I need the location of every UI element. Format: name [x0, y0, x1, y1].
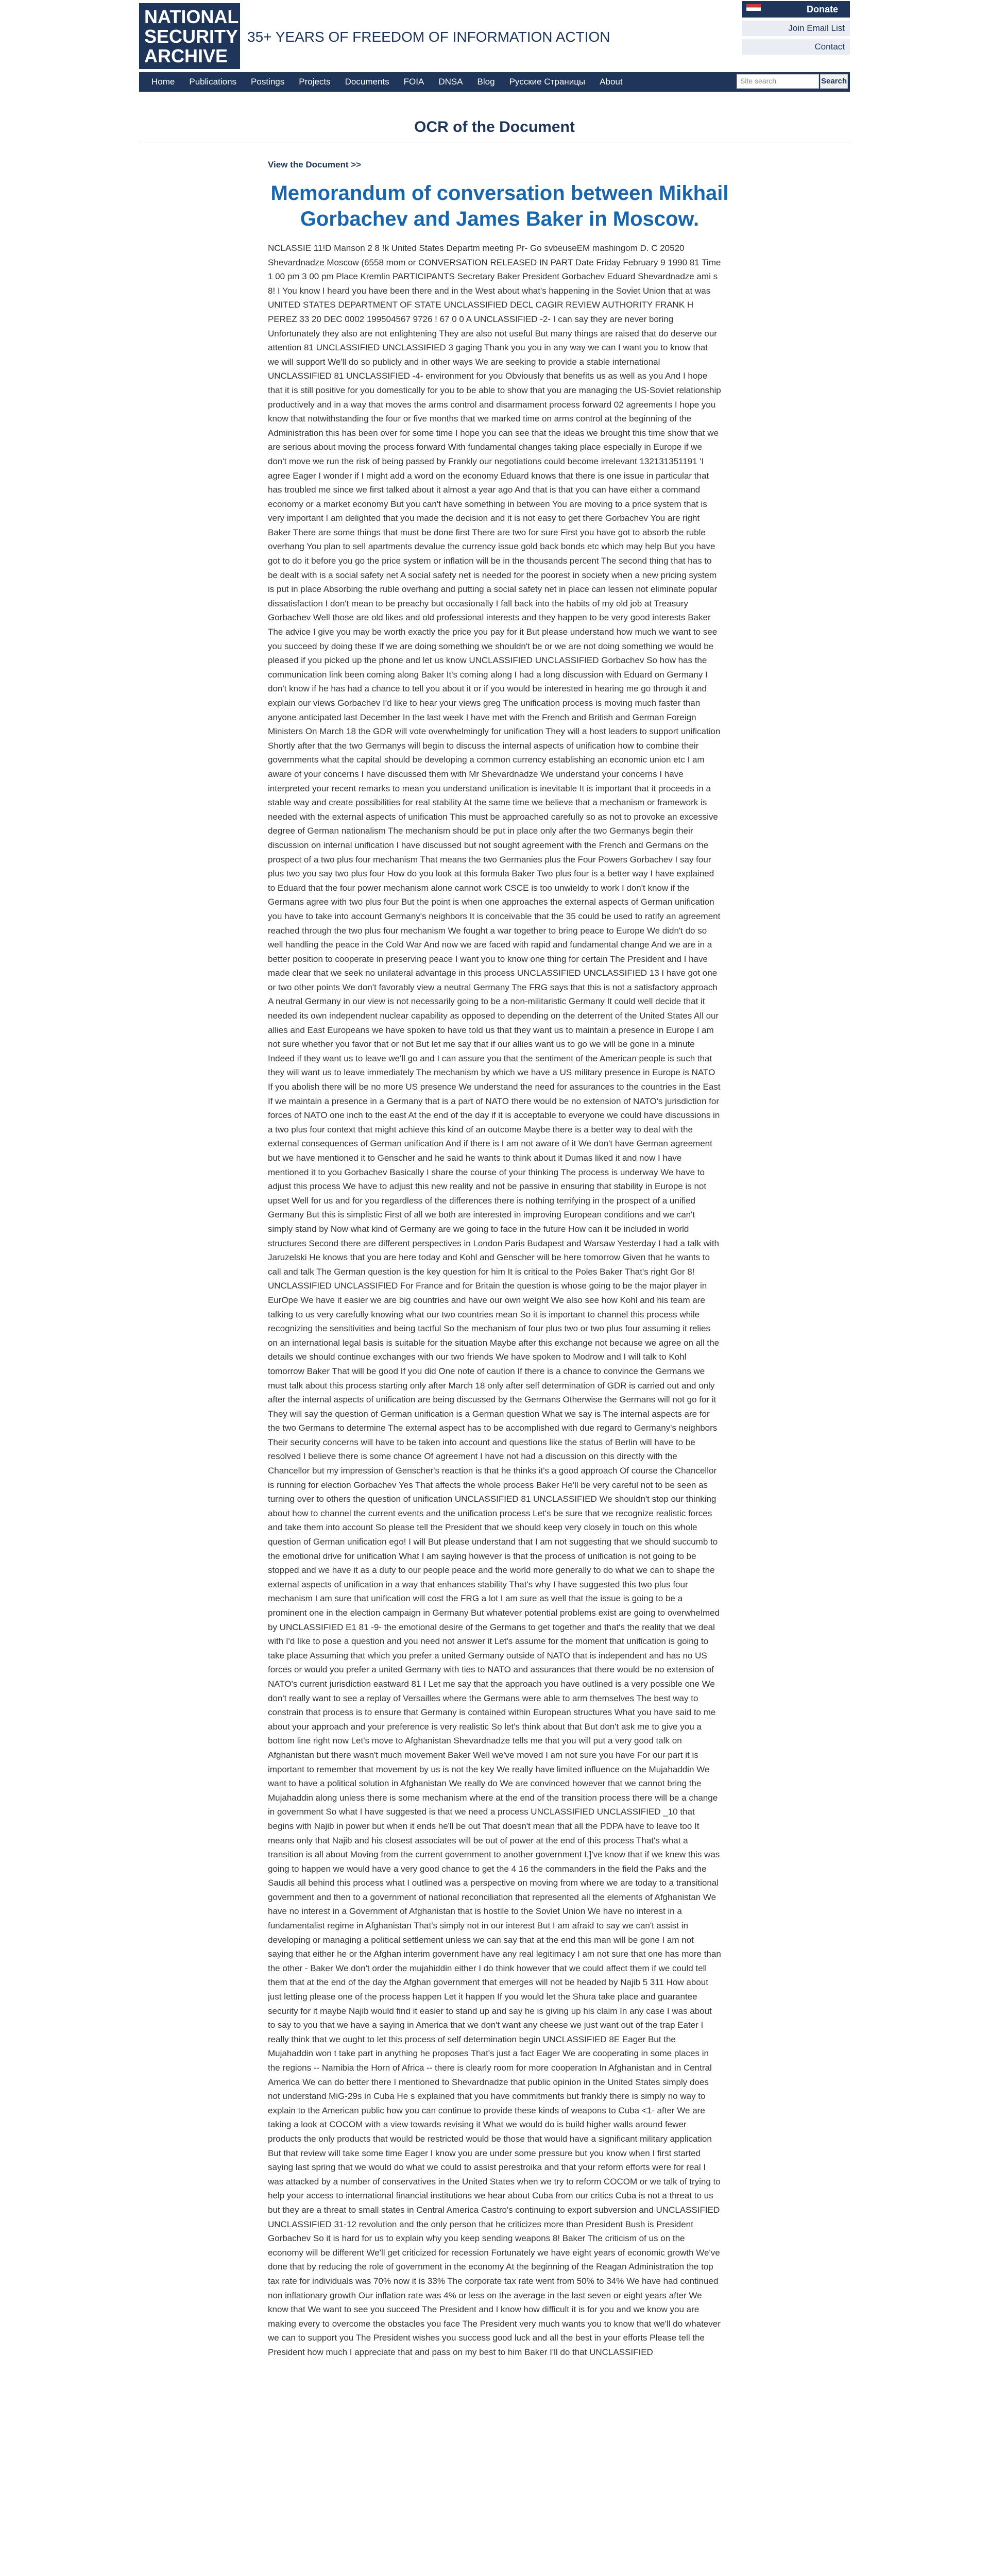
nav-postings[interactable]: Postings	[251, 77, 285, 87]
nav-home[interactable]: Home	[151, 77, 175, 87]
nav-about[interactable]: About	[600, 77, 623, 87]
contact-link[interactable]: Contact	[742, 39, 850, 55]
nav-blog[interactable]: Blog	[477, 77, 495, 87]
main-content	[185, 160, 804, 2576]
join-email-link[interactable]: Join Email List	[742, 21, 850, 36]
logo[interactable]	[139, 3, 240, 69]
flag-icon	[746, 4, 761, 14]
page-title: OCR of the Document	[139, 111, 850, 143]
view-document-link[interactable]: View the Document >>	[268, 160, 362, 170]
nav-documents[interactable]: Documents	[345, 77, 389, 87]
logo-line-1: NATIONAL	[144, 6, 239, 27]
nav-foia[interactable]: FOIA	[403, 77, 424, 87]
ocr-text: NCLASSIE 11!D Manson 2 8 !k United States Departm meeting Pr- Go svbeuseEM mashingom D. C 20520 Shevardnadze Moscow (6558 mom or CONVERSATION RELEASED IN PART Date Friday February 9 1990 81 Time 1 00 pm 3 00 pm Place Kremlin PARTICIPANTS Secretary Baker President Gorbachev Eduard Shevardnadze ami s 8! I You know I heard you have been there and in the West about what's happening in the Soviet Union that at was UNITED STATES DEPARTMENT OF STATE UNCLASSIFIED DECL CAGIR REVIEW AUTHORITY FRANK H PEREZ 33 20 DEC 0002 199504567 9726 ! 67 0 0 A UNCLASSIFIED -2- I can say they are never boring Unfortunately they also are not enlightening They are also not useful But many things are raised that do deserve our attention 81 UNCLASSIFIED UNCLASSIFIED 3 gaging Thank you you in any way we can I want you to know that we will support We'll do so publicly and in other ways We are seeking to provide a stable international UNCLASSIFIED 81 UNCLASSIFIED -4- environment for you Obviously that benefits us as well as you And I hope that it is still positive for you domestically for you to be able to show that you are managing the US-Soviet relationship productively and in a way that moves the arms control and disarmament process forward 02 agreements I hope you know that notwithstanding the four or five months that we marked time on arms control at the beginning of the Administration this has been over for some time I hope you can see that the ideas we brought this time show that we are serious about moving the process forward With fundamental changes taking place especially in Europe if we don't move we run the risk of being passed by Frankly our negotiations could become irrelevant 132131351191 'I agree Eager I wonder if I might add a word on the economy Eduard knows that there is one issue in particular that has troubled me since we first talked about it almost a year ago And that is that you can have either a command economy or a market economy But you can't have something in between You are moving to a price system that is very important I am delighted that you made the decision and it is not easy to get there Gorbachev You are right Baker There are some things that must be done first There are two for sure First you have got to absorb the ruble overhang You plan to sell apartments devalue the currency issue gold back bonds etc which may help But you have got to do it before you go the price system or inflation will be in the thousands percent The second thing that has to be dealt with is a social safety net A social safety net is needed for the poorest in society when a new pricing system is put in place Absorbing the ruble overhang and putting a social safety net in place can lessen not eliminate popular dissatisfaction I don't mean to be preachy but occasionally I fall back into the habits of my old job at Treasury Gorbachev Well those are old likes and old professional interests and they happen to be very good interests Baker The advice I give you may be worth exactly the price you pay for it But please understand how much we want to see you succeed by doing these If we are doing something we shouldn't be or we are not doing something we would be pleased if you picked up the phone and let us know UNCLASSIFIED UNCLASSIFIED Gorbachev So how has the communication link been coming along Baker It's coming along I had a long discussion with Eduard on Germany I don't know if he has had a chance to tell you about it or if you would be interested in hearing me go through it and explain our views Gorbachev I'd like to hear your views greg The unification process is moving much faster than anyone anticipated last December In the last week I have met with the French and British and German Foreign Ministers On March 18 the GDR will vote overwhelmingly for unification They will a host leaders to support unification Shortly after that the two Germanys will begin to discuss the internal aspects of unification how to combine their governments what the capital should be developing a common currency establishing an economic union etc I am aware of your concerns I have discussed them with Mr Shevardnadze We understand your concerns I have interpreted your recent remarks to mean you understand unification is inevitable It is important that it proceeds in a stable way and create possibilities for real stability At the same time we believe that a mechanism or framework is needed with the external aspects of unification This must be approached carefully so as not to provoke an excessive degree of German nationalism The mechanism should be put in place only after the two Germanys begin their discussion on internal unification I have discussed but not sought agreement with the French and Germans on the prospect of a two plus four mechanism That means the two Germanies plus the Four Powers Gorbachev I say four plus two you say two plus four How do you look at this formula Baker Two plus four is a better way I have explained to Eduard that the four power mechanism alone cannot work CSCE is too unwieldy to work I don't know if the Germans agree with two plus four But the point is when one approaches the external aspects of German unification you have to take into account Germany's neighbors It is conceivable that the 35 could be used to ratify an agreement reached through the two plus four mechanism We fought a war together to bring peace to Europe We didn't do so well handling the peace in the Cold War And now we are faced with rapid and fundamental change And we are in a better position to cooperate in preserving peace I want you to know one thing for certain The President and I have made clear that we seek no unilateral advantage in this process UNCLASSIFIED UNCLASSIFIED 13 I have got one or two other points We don't favorably view a neutral Germany The FRG says that this is not a satisfactory approach A neutral Germany in our view is not necessarily going to be a non-militaristic Germany It could well decide that it needed its own independent nuclear capability as opposed to depending on the deterrent of the United States All our allies and East Europeans we have spoken to have told us that they want us to maintain a presence in Europe I am not sure whether you favor that or not But let me say that if our allies want us to go we will be gone in a minute Indeed if they want us to leave we'll go and I can assure you that the sentiment of the American people is such that they will want us to leave immediately The mechanism by which we have a US military presence in Europe is NATO If you abolish there will be no more US presence We understand the need for assurances to the countries in the East If we maintain a presence in a Germany that is a part of NATO there would be no extension of NATO's jurisdiction for forces of NATO one inch to the east At the end of the day if it is acceptable to everyone we could have discussions in a two plus four context that might achieve this kind of an outcome Maybe there is a better way to deal with the external consequences of German unification And if there is I am not aware of it We don't have German agreement but we have mentioned it to Genscher and he said he wants to think about it Dumas liked it and now I have mentioned it to you Gorbachev Basically I share the course of your thinking The process is underway We have to adjust this process We have to adjust this new reality and not be passive in ensuring that stability in Europe is not upset Well for us and for you regardless of the differences there is nothing terrifying in the prospect of a unified Germany But this is simplistic First of all we both are interested in improving European conditions and we can't simply stand by Now what kind of Germany are we going to face in the future How can it be included in world structures Second there are different perspectives in London Paris Budapest and Warsaw Yesterday I had a talk with Jaruzelski He knows that you are here today and Kohl and Genscher will be here tomorrow Given that he wants to call and talk The German question is the key question for him It is critical to the Poles Baker That's right Gor 8! UNCLASSIFIED UNCLASSIFIED For France and for Britain the question is whose going to be the major player in EurOpe We have it easier we are big countries and have our own weight We also see how Kohl and his team are talking to us very carefully knowing what our two countries mean So it is important to channel this process while recognizing the sensitivities and being tactful So the mechanism of four plus two or two plus four assuming it relies on an international legal basis is suitable for the situation Maybe after this exchange not because we agree on all the details we should continue exchanges with our two friends We have spoken to Modrow and I will talk to Kohl tomorrow Baker That will be good If you did One note of caution If there is a chance to convince the Germans we must talk about this process starting only after March 18 only after self determination of GDR is carried out and only after the internal aspects of unification are being discussed by the Germans Otherwise the Germans will not go for it They will say the question of German unification is a German question What we say is The internal aspects are for the two Germans to determine The external aspect has to be accomplished with due regard to Germany's neighbors Their security concerns will have to be taken into account and questions like the status of Berlin will have to be resolved I believe there is some chance Of agreement I have not had a discussion on this directly with the Chancellor but my impression of Genscher's reaction is that he thinks it's a good approach Of course the Chancellor is running for election Gorbachev Yes That affects the whole process Baker He'll be very careful not to be seen as turning over to others the question of unification UNCLASSIFIED 81 UNCLASSIFIED We shouldn't stop our thinking about how to channel the current events and the unification process Let's be sure that we recognize realistic forces and take them into account So please tell the President that we should keep very closely in touch on this whole question of German unification ego! I will But please understand that I am not suggesting that we should succumb to the emotional drive for unification What I am saying however is that the process of unification is not going to be stopped and we have it as a duty to our people peace and the world more generally to do what we can to shape the external aspects of unification in a way that enhances stability That's why I have suggested this two plus four mechanism I am sure that unification will cost the FRG a lot I am sure as well that the issue is going to be a prominent one in the election campaign in Germany But whatever potential problems exist are going to overwhelmed by UNCLASSIFIED E1 81 -9- the emotional desire of the Germans to get together and that's the reality that we deal with I'd like to pose a question and you need not answer it Let's assume for the moment that unification is going to take place Assuming that which you prefer a united Germany outside of NATO that is independent and has no US forces or would you prefer a united Germany with ties to NATO and assurances that there would be no extension of NATO's current jurisdiction eastward 81 I Let me say that the approach you have outlined is a very possible one We don't really want to see a replay of Versailles where the Germans were able to arm themselves The best way to constrain that process is to ensure that Germany is contained within European structures What you have said to me about your approach and your preference is very realistic So let's think about that But don't ask me to give you a bottom line right now Let's move to Afghanistan Shevardnadze tells me that you will put a very good talk on Afghanistan but there wasn't much movement Baker Well we've moved I am not sure you have For our part it is important to remember that movement by us is not the key We really have limited influence on the Mujahaddin We want to have a political solution in Afghanistan We really do We are convinced however that we cannot bring the Mujahaddin along unless there is some mechanism where at the end of the transition process there will be a change in government So what I have suggested is that we need a process UNCLASSIFIED UNCLASSIFIED _10 that begins with Najib in power but when it ends he'll be out That doesn't mean that all the PDPA have to leave too It means only that Najib and his closest associates will be out of power at the end of this process That's what a transition is all about Moving from the current government to another government I,]'ve know that if we knew this was going to happen we would have a very good chance to get the 4 16 the commanders in the field the Paks and the Saudis all behind this process what I outlined was a perspective on moving from where we are today to a transitional government and then to a government of national reconciliation that represented all the elements of Afghanistan We have no interest in a Government of Afghanistan that is hostile to the Soviet Union We have no interest in a fundamentalist regime in Afghanistan That's simply not in our interest But I am afraid to say we can't assist in developing or managing a political settlement unless we can say that at the end this man will be gone I am not saying that either he or the Afghan interim government have any real legitimacy I am not sure that one has more than the other - Baker We don't order the mujahiddin either I do think however that we could affect them if we could tell them that at the end of the day the Afghan government that emerges will not be headed by Najib 5 311 How about just letting please one of the process happen Let it happen If you would let the Shura take place and guarantee security for it maybe Najib would find it easier to stand up and say he is giving up his claim In any case I was about to say to you that we have a saying in America that we don't want any cheese we just want out of the trap Eater I really think that we ought to let this process of self determination begin UNCLASSIFIED 8E Eager But the Mujahaddin won t take part in anything he proposes That's just a fact Eager We are cooperating in some places in the regions -- Namibia the Horn of Africa -- there is clearly room for more cooperation In Afghanistan and in Central America We can do better there I mentioned to Shevardnadze that public opinion in the United States simply does not understand MiG-29s in Cuba He s explained that you have commitments but frankly there is simply no way to explain to the American public how you can continue to provide these kinds of weapons to Cuba <1- after We are taking a look at COCOM with a view towards revising it What we would do is build higher walls around fewer products the only products that would be restricted would be those that would have a significant military application But that review will take some time Eager I know you are under some pressure but you know when I first started saying last spring that we would do what we could to assist perestroika and that your reform efforts were for real I was attacked by a number of conservatives in the United States when we try to reform COCOM or we talk of trying to help your access to international financial institutions we hear about Cuba from our critics Cuba is not a threat to us but they are a threat to small states in Central America Castro's continuing to export subversion and UNCLASSIFIED UNCLASSIFIED 31-12 revolution and the only person that he criticizes more than President Bush is President Gorbachev So it is hard for us to explain why you keep sending weapons 8! Baker The criticism of us on the economy will be different We'll get criticized for recession Fortunately we have eight years of economic growth We've done that by reducing the role of government in the economy At the beginning of the Reagan Administration the top tax rate for individuals was 70% now it is 33% The corporate tax rate went from 50% to 34% We have had continued non inflationary growth Our inflation rate was 4% or less on the average in the last seven or eight years after We know that We want to see you succeed The President and I know how difficult it is for you and we know you are making every to overcome the obstacles you face The President very much wants you to know that we'll do whatever we can to support you The President wishes you success good luck and all the best in your efforts Please tell the President how much I appreciate that and pass on my best to him Baker I'll do that UNCLASSIFIED	[268, 243, 721, 2357]
document-title: Memorandum of conversation between Mikhail Gorbachev and James Baker in Moscow.	[270, 182, 729, 230]
search-button[interactable]: Search	[820, 74, 848, 89]
tagline: 35+ YEARS OF FREEDOM OF INFORMATION ACTION	[247, 29, 610, 45]
logo-line-3: ARCHIVE	[144, 45, 228, 66]
header	[139, 0, 850, 72]
nav-russian-pages[interactable]: Русские Страницы	[509, 77, 586, 87]
nav-publications[interactable]: Publications	[189, 77, 237, 87]
donate-button[interactable]	[742, 1, 850, 18]
donate-label: Donate	[806, 4, 838, 14]
nav-projects[interactable]: Projects	[299, 77, 331, 87]
search-input[interactable]: Site search	[737, 74, 819, 89]
nav-dnsa[interactable]: DNSA	[438, 77, 463, 87]
top-right-links	[742, 1, 850, 55]
logo-line-2: SECURITY	[144, 26, 238, 47]
